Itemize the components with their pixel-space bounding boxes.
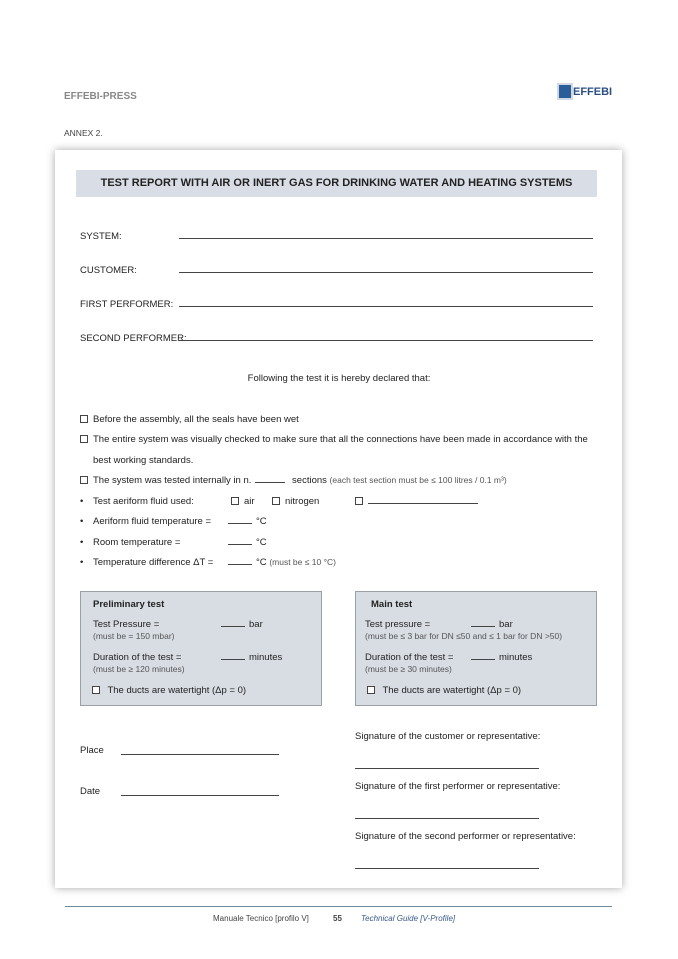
check-label: The entire system was visually checked to make sure that all the connections have been made in accordance with the [93,434,588,445]
temp-fluid-label: Aeriform fluid temperature = [93,516,212,527]
main-pressure-note: (must be ≤ 3 bar for DN ≤50 and ≤ 1 bar for DN >50) [365,631,563,641]
bullet: • [80,537,84,548]
checkbox[interactable] [272,497,280,505]
field-second-performer-line[interactable] [179,340,593,341]
unit: °C [256,537,267,548]
signature-first-label: Signature of the first performer or representative: [355,781,561,792]
main-watertight-check[interactable] [367,685,521,696]
blank[interactable] [471,652,495,660]
prelim-pressure-label: Test Pressure = [93,619,160,630]
blank[interactable] [471,619,495,627]
blank[interactable] [228,537,252,545]
temp-diff-value[interactable] [228,557,336,568]
field-first-performer-label: FIRST PERFORMER: [80,299,174,310]
bullet: • [80,516,84,527]
field-second-performer-label: SECOND PERFORMER: [80,333,187,344]
unit: °C [256,557,267,568]
unit: bar [499,619,513,630]
temp-diff-note: (must be ≤ 10 °C) [269,557,336,567]
signature-second-line[interactable] [355,868,539,869]
sections-note: (each test section must be ≤ 100 litres / 0.1 m³) [329,475,507,485]
checkbox[interactable] [80,435,88,443]
option-nitrogen[interactable] [272,496,319,507]
blank[interactable] [228,516,252,524]
checkbox[interactable] [80,415,88,423]
fluid-label: Test aeriform fluid used: [93,496,194,507]
temp-room-value[interactable] [228,537,267,548]
check-label: Before the assembly, all the seals have been wet [93,414,299,425]
check-label: The ducts are watertight (Δp = 0) [382,685,522,696]
other-blank[interactable] [368,496,478,504]
prelim-duration-note: (must be ≥ 120 minutes) [93,664,185,674]
effebi-logo [557,83,612,101]
main-duration-note: (must be ≥ 30 minutes) [365,664,452,674]
signature-second-label: Signature of the second performer or representative: [355,831,576,842]
main-duration-value[interactable] [471,652,532,663]
check-seals[interactable] [80,414,299,425]
prelim-title: Preliminary test [93,599,165,610]
option-other[interactable] [355,496,478,507]
logo-text: EFFEBI [573,85,613,98]
temp-room-label: Room temperature = [93,537,181,548]
prelim-pressure-note: (must be = 150 mbar) [93,631,175,641]
form-title: TEST REPORT WITH AIR OR INERT GAS FOR DRINKING WATER AND HEATING SYSTEMS [76,170,597,197]
signature-customer-label: Signature of the customer or representative: [355,731,541,742]
brand-name: EFFEBI-PRESS [64,91,137,102]
declaration-text: Following the test it is hereby declared that: [247,373,431,384]
check-visual[interactable] [80,434,588,445]
sections-prefix: The system was tested internally in n. [93,475,252,486]
main-title: Main test [371,599,413,610]
signature-customer-line[interactable] [355,768,539,769]
field-system-line[interactable] [179,238,593,239]
checkbox[interactable] [367,686,375,694]
unit: minutes [249,652,283,663]
date-line[interactable] [121,795,279,796]
blank[interactable] [221,652,245,660]
prelim-pressure-value[interactable] [221,619,263,630]
field-customer-label: CUSTOMER: [80,265,137,276]
annex-label: ANNEX 2. [64,128,103,138]
prelim-duration-label: Duration of the test = [93,652,182,663]
option-air[interactable] [231,496,255,507]
temp-diff-label: Temperature difference ΔT = [93,557,214,568]
prelim-duration-value[interactable] [221,652,282,663]
footer-left: Manuale Tecnico [profilo V] [213,914,309,923]
bullet-fluid: • [80,496,84,507]
option-label: nitrogen [285,496,320,507]
option-label: air [244,496,255,507]
preliminary-test-box [80,591,322,706]
place-line[interactable] [121,754,279,755]
checkbox[interactable] [231,497,239,505]
checkbox[interactable] [355,497,363,505]
footer-right: Technical Guide [V-Profile] [361,914,456,923]
check-label: The ducts are watertight (Δp = 0) [107,685,247,696]
bullet: • [80,557,84,568]
main-pressure-label: Test pressure = [365,619,431,630]
check-visual-cont: best working standards. [93,455,194,466]
check-sections[interactable] [80,475,507,486]
unit: °C [256,516,267,527]
main-pressure-value[interactable] [471,619,513,630]
page-number: 55 [333,914,342,923]
checkbox[interactable] [92,686,100,694]
field-first-performer-line[interactable] [179,306,593,307]
sections-suffix: sections [292,475,327,486]
prelim-watertight-check[interactable] [92,685,246,696]
footer-divider [65,906,612,907]
main-test-box [355,591,597,706]
temp-fluid-value[interactable] [228,516,267,527]
unit: minutes [499,652,533,663]
field-system-label: SYSTEM: [80,231,122,242]
blank[interactable] [221,619,245,627]
signature-first-line[interactable] [355,818,539,819]
place-label: Place [80,745,104,756]
unit: bar [249,619,263,630]
main-duration-label: Duration of the test = [365,652,454,663]
sections-blank[interactable] [255,475,285,483]
date-label: Date [80,786,101,797]
checkbox[interactable] [80,476,88,484]
field-customer-line[interactable] [179,272,593,273]
blank[interactable] [228,557,252,565]
